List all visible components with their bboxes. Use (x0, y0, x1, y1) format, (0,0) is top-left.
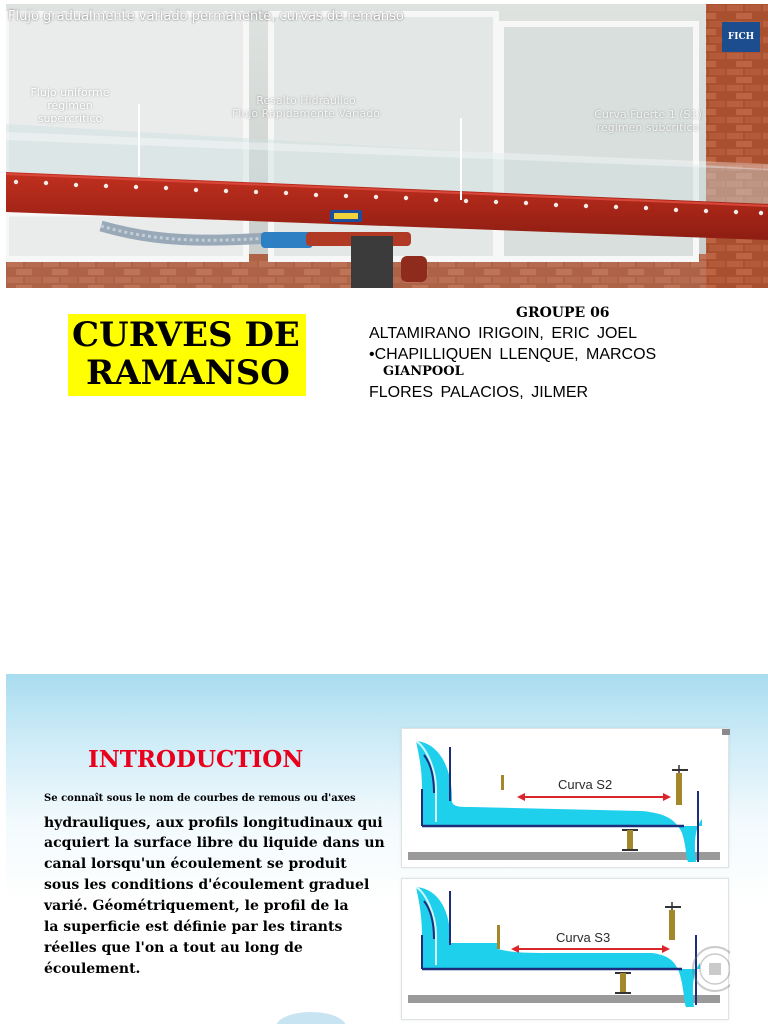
paragraph-line-6: varié. Géométriquement, le profil de la (44, 898, 349, 914)
paragraph-line-8: réelles que l'on a tout au long de (44, 940, 303, 956)
member-1: ALTAMIRANO IRIGOIN, ERIC JOEL (369, 325, 637, 342)
channel-s2-graphic (402, 729, 730, 869)
channel-s3-graphic (402, 879, 730, 1021)
slide-introduction (6, 674, 768, 1024)
curve-s2-diagram (401, 728, 729, 868)
slide-title (6, 0, 768, 436)
curve-s3-diagram (401, 878, 729, 1020)
group-number: GROUPE 06 (516, 305, 610, 321)
channel-photo-graphic (6, 4, 768, 288)
photo-label-hydraulic-jump: Resalto Hidráulico Flujo Rápidamente Variado (231, 94, 381, 120)
channel-photo (6, 4, 768, 288)
paragraph-line-4: canal lorsqu'un écoulement se produit (44, 856, 347, 872)
curve-s2-label: Curva S2 (558, 777, 613, 792)
title-line-2: RAMANSO (86, 353, 290, 393)
title-line-1: CURVES DE (72, 315, 300, 355)
photo-label-strong-curve: Curva Fuerte 1 (S1) régimen subcrítico (594, 108, 702, 134)
curve-s3-label: Curva S3 (556, 930, 611, 945)
paragraph-line-1: Se connaît sous le nom de courbes de remous ou d'axes (44, 793, 356, 804)
paragraph-line-5: sous les conditions d'écoulement graduel (44, 877, 370, 893)
fich-logo: FICH (722, 22, 760, 52)
paragraph-line-9: écoulement. (44, 961, 141, 977)
introduction-heading: INTRODUCTION (88, 746, 304, 773)
member-3: FLORES PALACIOS, JILMER (369, 384, 589, 401)
paragraph-line-2: hydrauliques, aux profils longitudinaux qui (44, 815, 383, 831)
slide-title-box (68, 314, 306, 396)
member-2: •CHAPILLIQUEN LLENQUE, MARCOS (369, 346, 657, 363)
decorative-shape (276, 1012, 346, 1024)
video-title: Flujo gradualmente variado permanente, curvas de remanso (8, 9, 404, 24)
member-2-continued: GIANPOOL (383, 364, 464, 379)
photo-label-uniform-flow: Flujo uniforme régimen supercrítico (30, 86, 110, 125)
paragraph-line-3: acquiert la surface libre du liquide dans un (44, 835, 385, 851)
paragraph-line-7: la superficie est définie par les tirants (44, 919, 343, 935)
